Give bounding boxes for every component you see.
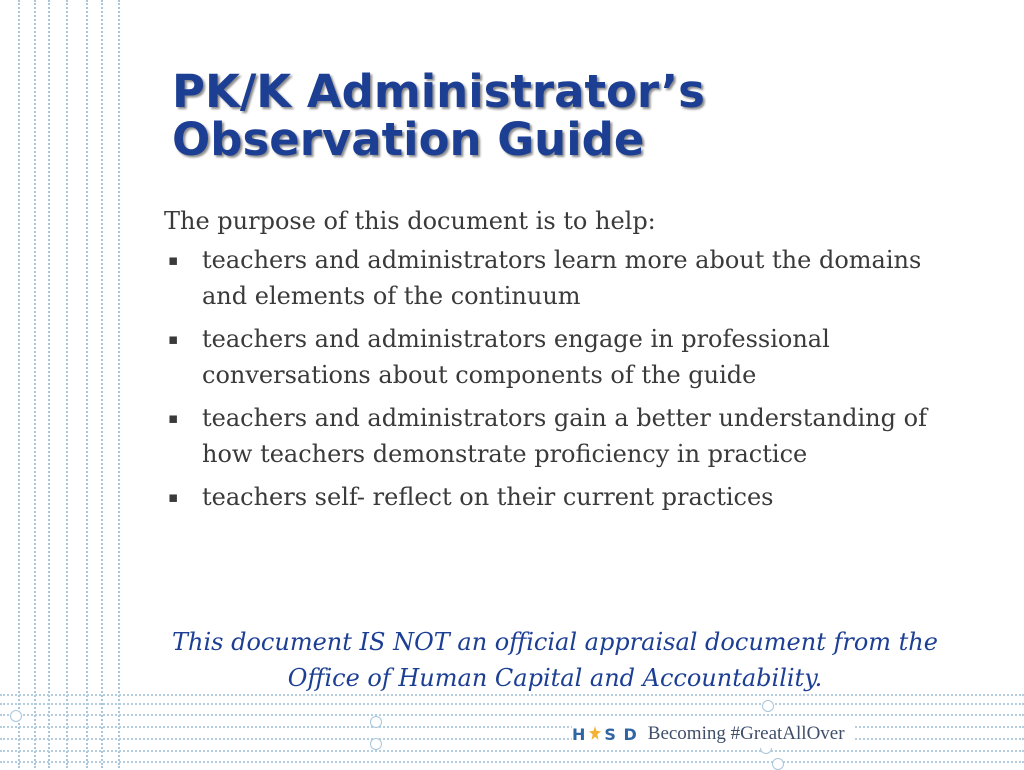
square-bullet-icon: ▪ xyxy=(168,330,179,348)
left-decorative-lines xyxy=(0,0,140,768)
list-item xyxy=(164,479,964,515)
list-item-text: teachers self- reflect on their current practices xyxy=(202,483,774,511)
list-item-text: teachers and administrators learn more about the domains and elements of the continuum xyxy=(202,246,922,310)
logo-letters-sd: S D xyxy=(604,724,638,744)
list-item-text: teachers and administrators engage in professional conversations about components of the guide xyxy=(202,325,830,389)
intro-text: The purpose of this document is to help: xyxy=(164,207,656,235)
disclaimer-text: This document IS NOT an official appraisal document from the Office of Human Capital and Accountability. xyxy=(172,628,938,692)
square-bullet-icon: ▪ xyxy=(168,488,179,506)
list-item xyxy=(164,400,964,472)
list-item-text: teachers and administrators gain a better understanding of how teachers demonstrate proficiency in practice xyxy=(202,404,927,468)
star-icon xyxy=(589,726,601,743)
hisd-logo xyxy=(572,725,638,744)
purpose-list xyxy=(164,242,964,515)
square-bullet-icon: ▪ xyxy=(168,409,179,427)
slide-title: PK/K Administrator’s Observation Guide xyxy=(172,65,705,166)
list-item xyxy=(164,242,964,314)
bottom-decorative-band xyxy=(0,688,1024,768)
square-bullet-icon: ▪ xyxy=(168,251,179,269)
footer-tagline: Becoming #GreatAllOver xyxy=(647,723,845,744)
footer xyxy=(572,720,853,748)
logo-letter-h: H xyxy=(572,724,587,744)
slide-body xyxy=(164,203,964,522)
list-item xyxy=(164,321,964,393)
